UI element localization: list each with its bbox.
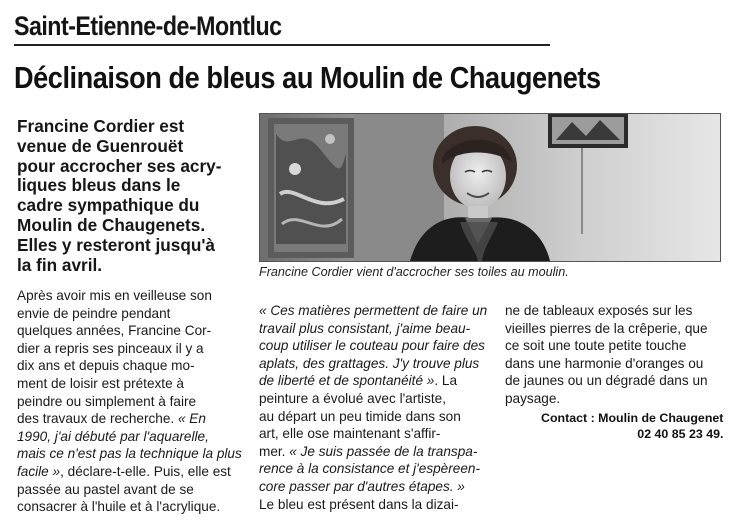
body-line: Le bleu est présent dans la dizai- xyxy=(259,496,459,512)
body-text: . La xyxy=(434,373,458,389)
lead-line: Francine Cordier est xyxy=(17,116,185,136)
body-line xyxy=(259,355,499,373)
body-line xyxy=(259,372,499,390)
article-kicker-location: Saint-Etienne-de-Montluc xyxy=(14,11,282,41)
lead-line: liques bleus dans le xyxy=(17,175,181,196)
body-line: art, elle ose maintenant s'affir- xyxy=(259,426,441,442)
quote-text: « Ces matières permettent de faire un xyxy=(259,303,488,318)
photo-caption: Francine Cordier vient d'accrocher ses toiles au moulin. xyxy=(259,265,569,279)
contact-phone: 02 40 85 23 49. xyxy=(637,427,724,441)
lead-line: Elles y resteront jusqu'à xyxy=(17,234,215,255)
lead-line: cadre sympathique du xyxy=(17,195,200,216)
quote-text: rence à la consistance et j'espèreen- xyxy=(259,461,480,477)
body-text: , déclare-t-elle. Puis, elle est xyxy=(60,463,231,479)
quote-text: aplats, des grattages. J'y trouve plus xyxy=(259,355,480,371)
body-column-3 xyxy=(505,302,737,408)
body-line: envie de peindre pendant xyxy=(17,305,171,321)
quote-text: facile » xyxy=(17,463,61,479)
kicker-rule xyxy=(14,44,550,46)
body-line: dix ans et depuis chaque mo- xyxy=(17,358,195,374)
quote-text: « En xyxy=(177,411,206,427)
quote-text: « Je suis passée de la transpa- xyxy=(289,443,478,459)
body-line xyxy=(259,443,499,461)
lead-line: pour accrocher ses acry- xyxy=(17,155,222,176)
quote-text: coup utiliser le couteau pour faire des xyxy=(259,338,485,354)
body-line xyxy=(17,463,255,481)
body-line xyxy=(259,320,499,338)
lead-line: venue de Guenrouët xyxy=(17,135,184,156)
body-text: des travaux de recherche. xyxy=(17,411,178,427)
body-line: vieilles pierres de la crêperie, que xyxy=(505,320,708,336)
article-headline: Déclinaison de bleus au Moulin de Chaugenets xyxy=(14,60,601,95)
body-line: consacrer à l'huile et à l'acrylique. xyxy=(17,499,221,515)
body-line: quelques années, Francine Cor- xyxy=(17,323,212,339)
body-column-1 xyxy=(17,287,255,516)
body-line xyxy=(17,428,255,446)
contact-info xyxy=(541,410,723,442)
contact-line: Contact : Moulin de Chaugenet xyxy=(541,411,724,425)
body-line xyxy=(259,337,499,355)
body-column-2 xyxy=(259,302,499,513)
body-line: ment de loisir est prétexte à xyxy=(17,375,184,391)
body-line: peinture a évolué avec l'artiste, xyxy=(259,390,446,406)
article-lead xyxy=(17,117,249,275)
body-line: ce soit une toute petite touche xyxy=(505,338,687,354)
photo-portrait-woman-icon xyxy=(260,114,720,261)
body-line: dier a repris ses pinceaux il y a xyxy=(17,340,204,356)
lead-line: la fin avril. xyxy=(17,254,103,275)
body-line: ne de tableaux exposés sur les xyxy=(505,303,693,318)
body-line: Après avoir mis en veilleuse son xyxy=(17,288,212,303)
body-line: paysage. xyxy=(505,390,561,406)
body-line xyxy=(17,445,255,463)
body-text: mer. xyxy=(259,443,290,459)
body-line xyxy=(259,460,499,478)
body-line xyxy=(259,478,499,496)
quote-text: 1990, j'ai débuté par l'aquarelle, xyxy=(17,428,209,444)
body-line xyxy=(259,302,499,320)
body-line: dans une harmonie d'oranges ou xyxy=(505,355,704,371)
quote-text: travail plus consistant, j'aime beau- xyxy=(259,320,471,336)
quote-text: core passer par d'autres étapes. » xyxy=(259,478,465,494)
lead-line: Moulin de Chaugenets. xyxy=(17,214,206,235)
body-line xyxy=(17,410,255,428)
quote-text: de liberté et de spontanéité » xyxy=(259,373,435,389)
body-line: peindre ou simplement à faire xyxy=(17,393,197,409)
body-line: de jaunes ou un dégradé dans un xyxy=(505,373,708,389)
article-photo xyxy=(259,113,721,262)
quote-text: mais ce n'est pas la technique la plus xyxy=(17,446,242,462)
body-line: au départ un peu timide dans son xyxy=(259,408,461,424)
body-line: passée au pastel avant de se xyxy=(17,481,194,497)
